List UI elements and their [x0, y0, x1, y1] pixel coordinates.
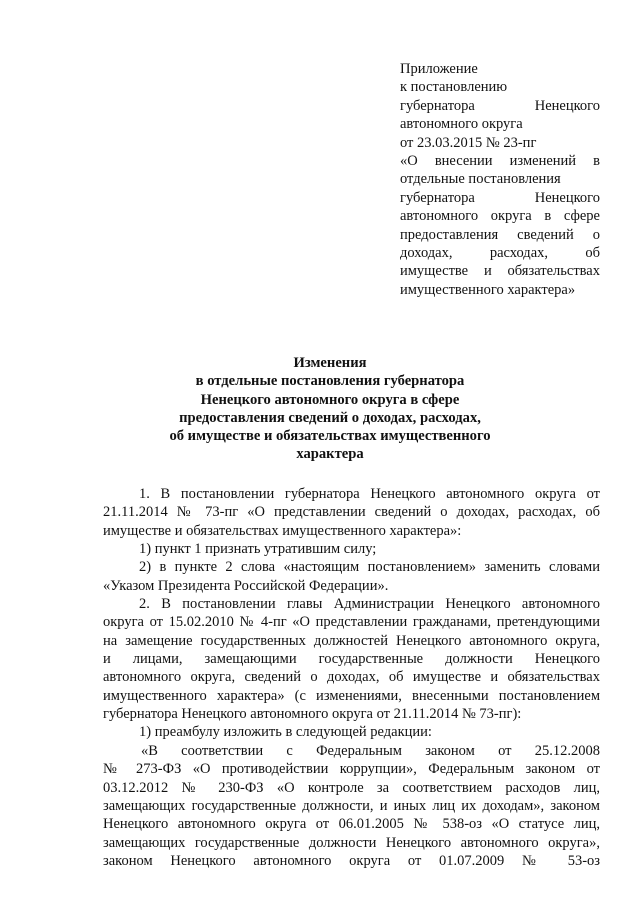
appendix-line: Приложение [400, 61, 478, 77]
body-line: губернатора Ненецкого автономного округа от 21.11.2014 № 73-пг): [103, 706, 522, 723]
title-line: в отдельные постановления губернатора [195, 373, 465, 390]
body-line: округа от 15.02.2010 № 4-пг «О представлении гражданами, претендующими [103, 614, 600, 631]
body-line: и лицами, замещающими государственные должности Ненецкого [103, 651, 600, 668]
title-line: Ненецкого автономного округа в сфере [200, 391, 460, 408]
body-line: автономного округа, сведений о доходах, об имуществе и обязательствах [103, 669, 600, 686]
body-line: законом Ненецкого автономного округа от 01.07.2009 № 53-оз [103, 852, 600, 869]
appendix-line: отдельные постановления [400, 171, 561, 188]
body-line: «Указом Президента Российской Федерации». [103, 577, 389, 594]
body-line: 03.12.2012 № 230-ФЗ «О контроле за соответствием расходов лиц, [103, 779, 600, 796]
appendix-line: губернатора Ненецкого [400, 189, 600, 206]
document-title [150, 354, 510, 464]
body-line: замещающих государственные должности, и иных лиц их доходам», законом [103, 797, 600, 814]
appendix-line: губернатора Ненецкого [400, 97, 600, 114]
appendix-line: автономного округа [400, 116, 523, 133]
body-line: 1. В постановлении губернатора Ненецкого автономного округа от [139, 486, 600, 502]
body-line: 2) в пункте 2 слова «настоящим постановлением» заменить словами [139, 559, 600, 576]
appendix-line: к постановлению [400, 79, 508, 96]
body-line: Ненецкого автономного округа от 06.01.2005 № 538-оз «О статусе лиц, [103, 816, 600, 833]
title-line: предоставления сведений о доходах, расходах, [179, 409, 481, 426]
title-line: характера [296, 446, 364, 463]
title-line: Изменения [293, 355, 367, 371]
appendix-line: доходах, расходах, об [400, 245, 600, 262]
body-line: «В соответствии с Федеральным законом от 25.12.2008 [141, 742, 600, 759]
appendix-line: «О внесении изменений в [400, 153, 600, 170]
appendix-line: предоставления сведений о [400, 226, 600, 243]
body-line: 1) преамбулу изложить в следующей редакции: [139, 724, 432, 741]
body-line: имущественного характера» (с изменениями, внесенными постановлением [103, 687, 600, 704]
body-line: 1) пункт 1 признать утратившим силу; [139, 541, 377, 558]
body-line: 2. В постановлении главы Администрации Ненецкого автономного [139, 596, 600, 613]
body-line: на замещение государственных должностей Ненецкого автономного округа, [103, 632, 600, 649]
appendix-line: имуществе и обязательствах [400, 263, 600, 280]
appendix-line: автономного округа в сфере [400, 208, 600, 225]
appendix-block [400, 60, 600, 299]
body-line: имуществе и обязательствах имущественного характера»: [103, 522, 462, 539]
appendix-line: имущественного характера» [400, 281, 576, 298]
body-line: 21.11.2014 № 73-пг «О представлении сведений о доходах, расходах, об [103, 504, 600, 521]
body-line: № 273-ФЗ «О противодействии коррупции», Федеральным законом от [103, 761, 600, 778]
title-line: об имуществе и обязательствах имущественного [169, 428, 491, 445]
body-line: замещающих государственные должности Ненецкого автономного округа», [103, 834, 600, 851]
document-body [103, 485, 600, 870]
appendix-line: от 23.03.2015 № 23-пг [400, 134, 537, 151]
